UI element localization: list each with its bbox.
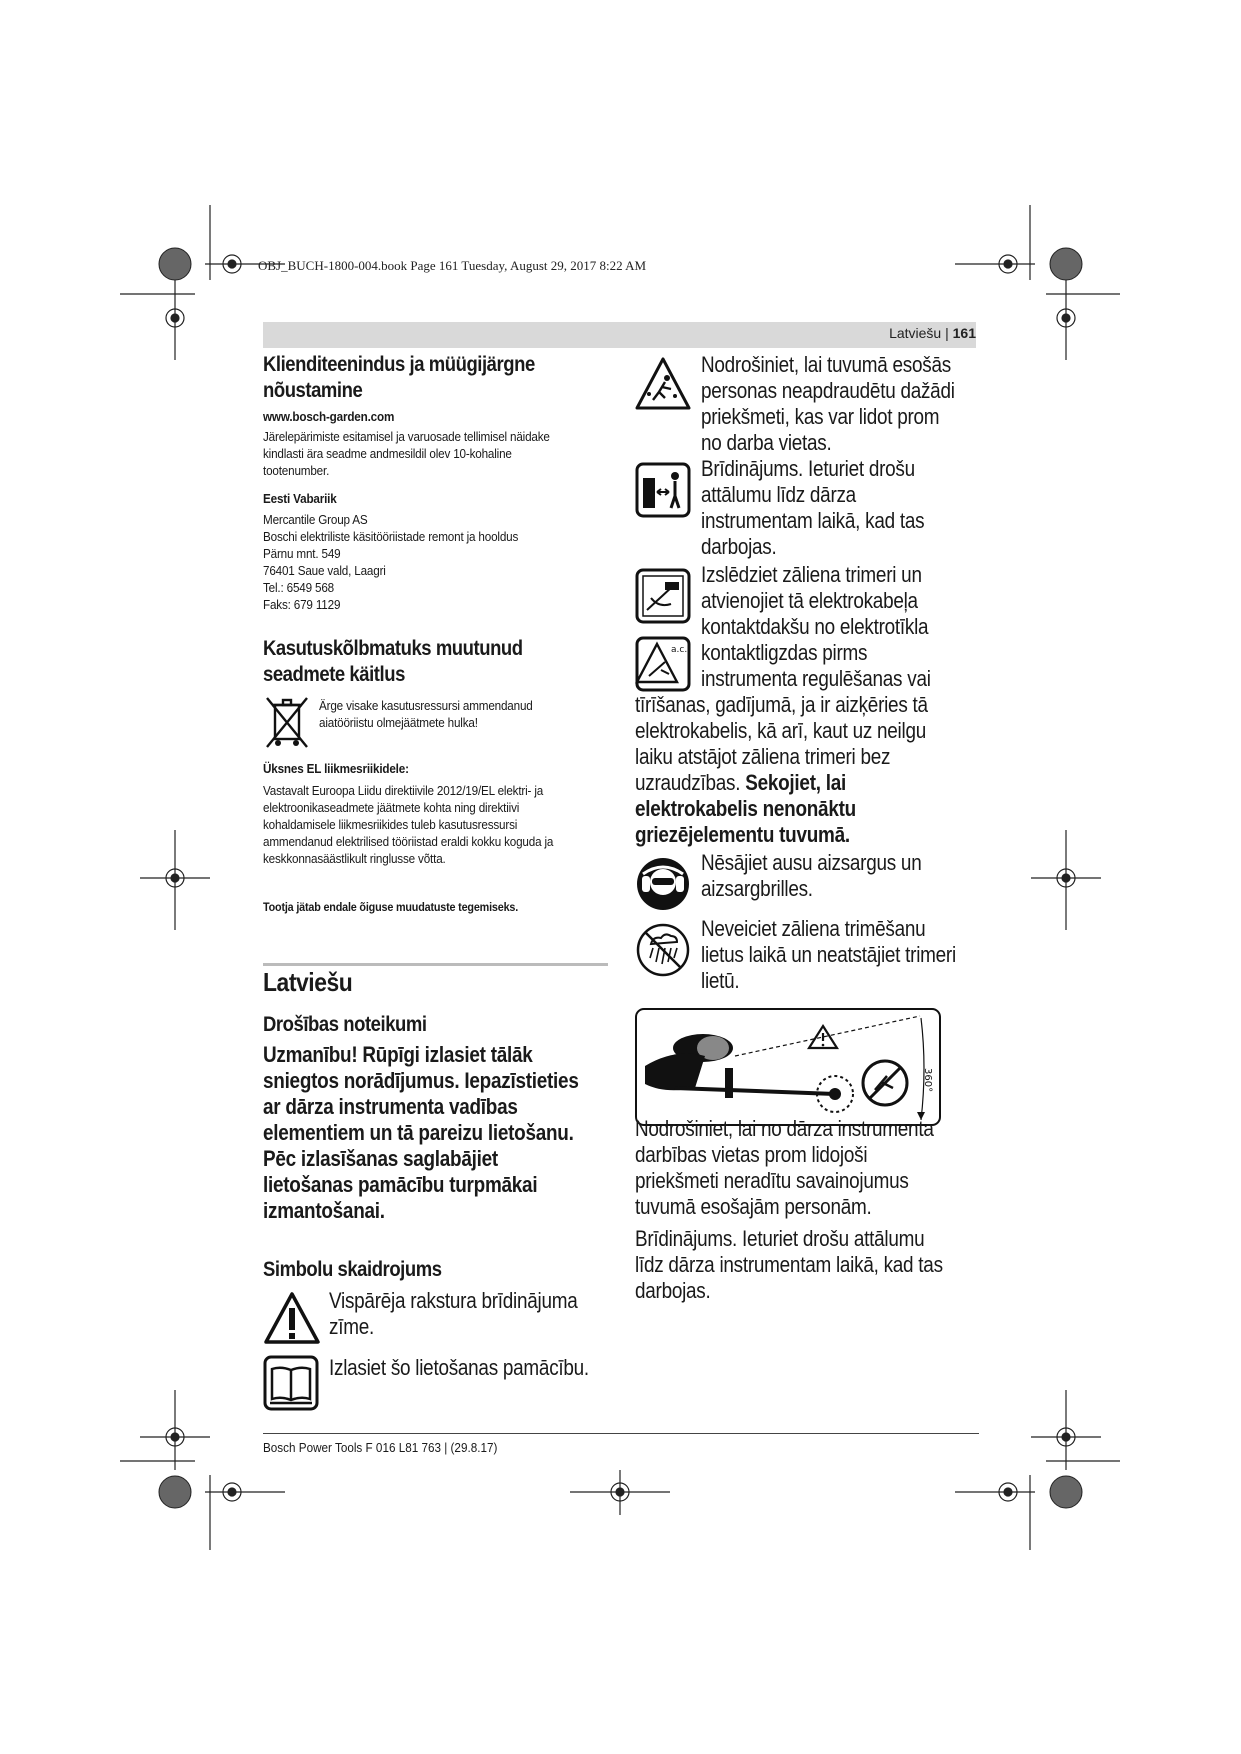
text-line: no darba vietas.	[701, 430, 832, 455]
text-line: darbojas.	[635, 1278, 711, 1303]
text-line: Uzmanību! Rūpīgi izlasiet tālāk	[263, 1042, 533, 1067]
text-line: līdz dārza instrumentam laikā, kad tas	[635, 1252, 943, 1277]
text-line: Pēc izlasīšanas saglabājiet	[263, 1146, 498, 1171]
sym-manual-text: Izlasiet šo lietošanas pamācību.	[329, 1355, 589, 1380]
footer-rule	[263, 1433, 979, 1434]
service-text	[263, 428, 605, 479]
text-line: Izslēdziet zāliena trimeri un	[701, 562, 922, 587]
text-line: tīrīšanas, gadījumā, ja ir aizķēries tā	[635, 692, 928, 717]
address-line: Boschi elektriliste käsitööriistade remont ja hooldus	[263, 529, 519, 544]
text-line: elektrokabelis, kā arī, kaut uz neilgu	[635, 718, 926, 743]
disposal-heading-line: seadmete käitlus	[263, 663, 405, 686]
text-line: kontaktligzdas pirms	[701, 640, 868, 665]
text-line: attālumu līdz dārza	[701, 482, 856, 507]
text-line: kohaldamisele liikmesriikides tuleb kasutusressursi	[263, 817, 518, 832]
service-heading	[263, 352, 606, 404]
text-line: ar dārza instrumenta vadības	[263, 1094, 518, 1119]
read-manual-icon	[263, 1355, 319, 1411]
text-line: elementiem un tā pareizu lietošanu.	[263, 1120, 574, 1145]
text-line: darbojas.	[701, 534, 777, 559]
service-heading-line: Klienditeenindus ja müügijärgne	[263, 353, 535, 376]
website-link[interactable]: www.bosch-garden.com	[263, 409, 395, 424]
text-line: Vastavalt Euroopa Liidu direktiivile 2012/19/EL elektri- ja	[263, 783, 544, 798]
sym-warning-text	[329, 1288, 613, 1340]
text-line: personas neapdraudētu dažādi	[701, 378, 955, 403]
angle-label: 360°	[922, 1068, 933, 1093]
text-line: elektroonikaseadmete jäätmete kohta ning direktiivi	[263, 800, 520, 815]
address-line: Pärnu mnt. 549	[263, 546, 341, 561]
operator-distance-figure	[635, 1008, 941, 1126]
text-line: priekšmeti, kas var lidot prom	[701, 404, 940, 429]
text-line: aizsargbrilles.	[701, 876, 813, 901]
text-line: Vispārēja rakstura brīdinājuma	[329, 1288, 578, 1313]
rain-text	[701, 916, 985, 994]
text-line: Nodrošiniet, lai no dārza instrumenta	[635, 1116, 934, 1141]
text-line: instrumentam laikā, kad tas	[701, 508, 925, 533]
text-line: tootenumber.	[263, 463, 330, 478]
text-line: Nēsājiet ausu aizsargus un	[701, 850, 922, 875]
disposal-heading-line: Kasutuskõlbmatuks muutunud	[263, 637, 523, 660]
text-line: lietus laikā un neatstājiet trimeri	[701, 942, 956, 967]
text-line: keskkonnasäästlikult ringlusse võtta.	[263, 851, 446, 866]
country-heading: Eesti Vabariik	[263, 491, 337, 506]
figure-caption-1	[635, 1116, 979, 1220]
service-heading-line: nõustamine	[263, 379, 363, 402]
text-line: kindlasti ära seadme andmesildil olev 10-kohaline	[263, 446, 512, 461]
rights-note: Tootja jätab endale õiguse muudatuste tegemiseks.	[263, 900, 519, 914]
address-line: Tel.: 6549 568	[263, 580, 335, 595]
unplug-before-maintenance-icon	[635, 568, 691, 624]
header-bar	[263, 322, 976, 348]
address-line: Faks: 679 1129	[263, 597, 341, 612]
text-line: Ärge visake kasutusressursi ammendanud	[319, 698, 533, 713]
text-line: izmantošanai.	[263, 1198, 385, 1223]
text-line: Järelepärimiste esitamisel ja varuosade tellimisel näidake	[263, 429, 550, 444]
no-rain-icon	[635, 922, 691, 978]
running-header	[889, 325, 976, 341]
address-block	[263, 511, 605, 613]
safe-distance-icon	[635, 462, 691, 518]
bystanders-text	[701, 352, 985, 456]
header-language: Latviešu	[889, 325, 942, 341]
eu-text	[263, 782, 605, 867]
unplug-text-upper	[701, 562, 985, 692]
text-line: Neveiciet zāliena trimēšanu	[701, 916, 926, 941]
text-line: zīme.	[329, 1314, 374, 1339]
language-title: Latviešu	[263, 967, 353, 997]
text-line: atvienojiet tā elektrokabeļa	[701, 588, 918, 613]
text-line: darbības vietas prom lidojoši	[635, 1142, 868, 1167]
warning-triangle-icon	[263, 1290, 321, 1346]
crossed-bin-icon	[263, 695, 311, 751]
ac-power-warning-icon	[635, 636, 691, 692]
ear-eye-protection-icon	[635, 856, 691, 912]
text-line: sniegtos norādījumus. Iepazīstieties	[263, 1068, 579, 1093]
flying-debris-warning-icon	[635, 356, 691, 412]
text-line: Brīdinājums. Ieturiet drošu	[701, 456, 915, 481]
disposal-heading	[263, 636, 606, 688]
text-line: aiatööriistu olmejäätmete hulka!	[319, 715, 478, 730]
text-line: lietū.	[701, 968, 740, 993]
bold-text: elektrokabelis nenonāktu	[635, 796, 856, 821]
symbols-heading: Simbolu skaidrojums	[263, 1258, 442, 1281]
text-line: uzraudzības.	[635, 770, 741, 795]
bold-text: Sekojiet, lai	[745, 770, 846, 795]
header-separator: |	[945, 325, 949, 341]
disposal-text	[319, 697, 607, 731]
ac-label: a.c.	[671, 645, 688, 655]
eu-heading: Üksnes EL liikmesriikidele:	[263, 761, 409, 776]
print-slug: OBJ_BUCH-1800-004.book Page 161 Tuesday, August 29, 2017 8:22 AM	[258, 258, 647, 273]
text-line: kontaktdakšu no elektrotīkla	[701, 614, 929, 639]
text-line: tuvumā esošajām personām.	[635, 1194, 872, 1219]
distance-text	[701, 456, 985, 560]
bold-text: griezējelementu tuvumā.	[635, 822, 850, 847]
safety-heading: Drošības noteikumi	[263, 1013, 427, 1036]
text-line: lietošanas pamācību turpmākai	[263, 1172, 538, 1197]
attention-paragraph	[263, 1042, 607, 1224]
unplug-text-lower	[635, 692, 979, 848]
text-line: Brīdinājums. Ieturiet drošu attālumu	[635, 1226, 925, 1251]
address-line: 76401 Saue vald, Laagri	[263, 563, 386, 578]
footer-text: Bosch Power Tools F 016 L81 763 | (29.8.17)	[263, 1440, 498, 1455]
text-line: Nodrošiniet, lai tuvumā esošās	[701, 352, 951, 377]
figure-caption-2	[635, 1226, 979, 1304]
text-line: laiku atstājot zāliena trimeri bez	[635, 744, 891, 769]
text-line: ammendanud elektrilised tööriistad eraldi kokku koguda ja	[263, 834, 554, 849]
address-line: Mercantile Group AS	[263, 512, 368, 527]
text-line: instrumenta regulēšanas vai	[701, 666, 931, 691]
page-number: 161	[952, 325, 976, 341]
ppe-text	[701, 850, 985, 902]
text-line: priekšmeti neradītu savainojumus	[635, 1168, 909, 1193]
